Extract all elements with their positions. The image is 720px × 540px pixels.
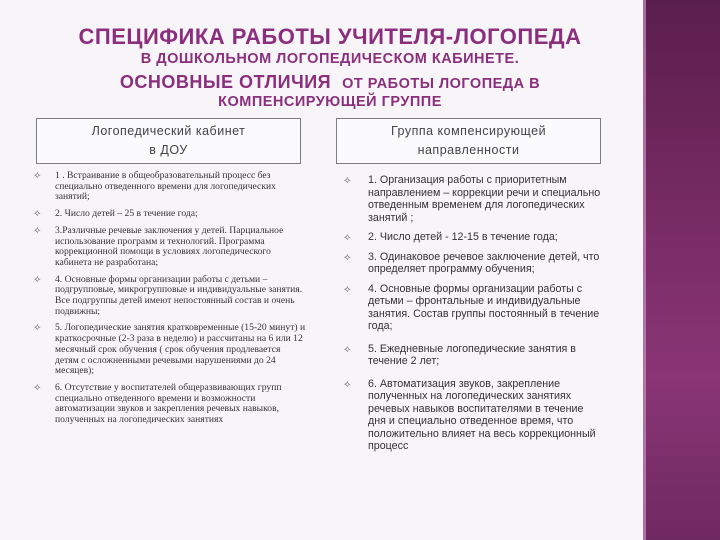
list-item-text: 5. Логопедические занятия кратковременные (15-20 минут) и краткосрочные (2-3 раза в неделю) и рассчитаны на 6 или 12 месячный срок обучения ( срок обучения продлевается детям с осложненными речевыми нарушениями до 24 месяцев); — [55, 322, 306, 377]
list-item — [34, 323, 306, 377]
title-line-4: КОМПЕНСИРУЮЩЕЙ ГРУППЕ — [218, 94, 442, 110]
list-item — [34, 226, 306, 269]
list-item — [344, 251, 604, 276]
list-item-text: 4. Основные формы организации работы с детьми – фронтальные и индивидуальные занятия. Состав группы постоянный в течение года; — [368, 282, 600, 332]
list-item — [34, 171, 306, 203]
right-header-line-2: направленности — [417, 142, 520, 157]
wing-bullet-icon: ⟡ — [344, 175, 351, 186]
title-line-2: В ДОШКОЛЬНОМ ЛОГОПЕДИЧЕСКОМ КАБИНЕТЕ. — [140, 51, 520, 67]
list-item — [344, 343, 604, 368]
right-column-list — [344, 174, 604, 460]
list-item-text: 3. Одинаковое речевое заключение детей, что определяет программу обучения; — [368, 250, 600, 275]
list-item-text: 2. Число детей - 12-15 в течение года; — [368, 231, 558, 243]
title-line-1: СПЕЦИФИКА РАБОТЫ УЧИТЕЛЯ-ЛОГОПЕДА — [78, 24, 582, 49]
title-line-3-big: ОСНОВНЫЕ ОТЛИЧИЯ — [119, 71, 332, 92]
list-item — [344, 174, 604, 224]
sidebar-stripe — [643, 0, 646, 540]
list-item-text: 3.Различные речевые заключения у детей. Парциальное использование программ и технологий. Программа коррекционной помощи в условиях логопедического кабинета не разработана; — [55, 224, 284, 268]
wing-bullet-icon: ⟡ — [344, 232, 351, 243]
wing-bullet-icon: ⟡ — [344, 378, 351, 390]
left-column-list — [34, 171, 306, 432]
list-item-text: 4. Основные формы организации работы с детьми – подгрупповые, микрогрупповые и индивидуальные занятия. Все подгруппы детей имеют непостоянный состав и очень подвижны; — [55, 273, 303, 317]
title-line-3-small: ОТ РАБОТЫ ЛОГОПЕДА В — [342, 75, 541, 92]
list-item-text: 6. Отсутствие у воспитателей общеразвивающих групп специально отведенного времени и возможности автоматизации звуков и закрепления речевых навыков, полученных на логопедических занятиях — [55, 381, 282, 426]
wing-bullet-icon: ⟡ — [344, 343, 351, 355]
wing-bullet-icon: ⟡ — [34, 322, 41, 334]
wing-bullet-icon: ⟡ — [34, 208, 41, 220]
wing-bullet-icon: ⟡ — [34, 273, 41, 285]
list-item — [34, 209, 306, 220]
left-header-line-1: Логопедический кабинет — [91, 124, 246, 138]
wing-bullet-icon: ⟡ — [34, 170, 41, 181]
list-item-text: 1. Организация работы с приоритетным направлением – коррекции речи и специально отведенным временем для логопедических занятий ; — [368, 174, 601, 224]
list-item-text: 5. Ежедневные логопедические занятия в течение 2 лет; — [368, 342, 576, 367]
list-item-text: 1 . Встраивание в общеобразовательный процесс без специально отведенного времени для логопедических занятий; — [55, 170, 276, 203]
list-item — [344, 378, 604, 453]
wing-bullet-icon: ⟡ — [344, 283, 351, 295]
list-item — [34, 383, 306, 426]
right-column-header — [336, 118, 601, 164]
slide-title — [20, 26, 640, 110]
list-item-text: 2. Число детей – 25 в течение года; — [55, 208, 198, 220]
left-column-header — [36, 118, 301, 164]
list-item-text: 6. Автоматизация звуков, закрепление полученных на логопедических занятиях речевых навыков воспитателями в течение дня и специально отведенное время, что положительно влияет на весь коррекционный процесс — [368, 377, 596, 452]
left-header-line-2: в ДОУ — [149, 142, 188, 157]
wing-bullet-icon: ⟡ — [34, 224, 41, 236]
title-line-3 — [20, 73, 640, 92]
list-item — [344, 231, 604, 244]
decorative-sidebar — [643, 0, 720, 540]
right-header-line-1: Группа компенсирующей — [390, 124, 547, 138]
list-item — [344, 283, 604, 333]
list-item — [34, 275, 306, 318]
wing-bullet-icon: ⟡ — [34, 381, 41, 393]
wing-bullet-icon: ⟡ — [344, 251, 351, 263]
